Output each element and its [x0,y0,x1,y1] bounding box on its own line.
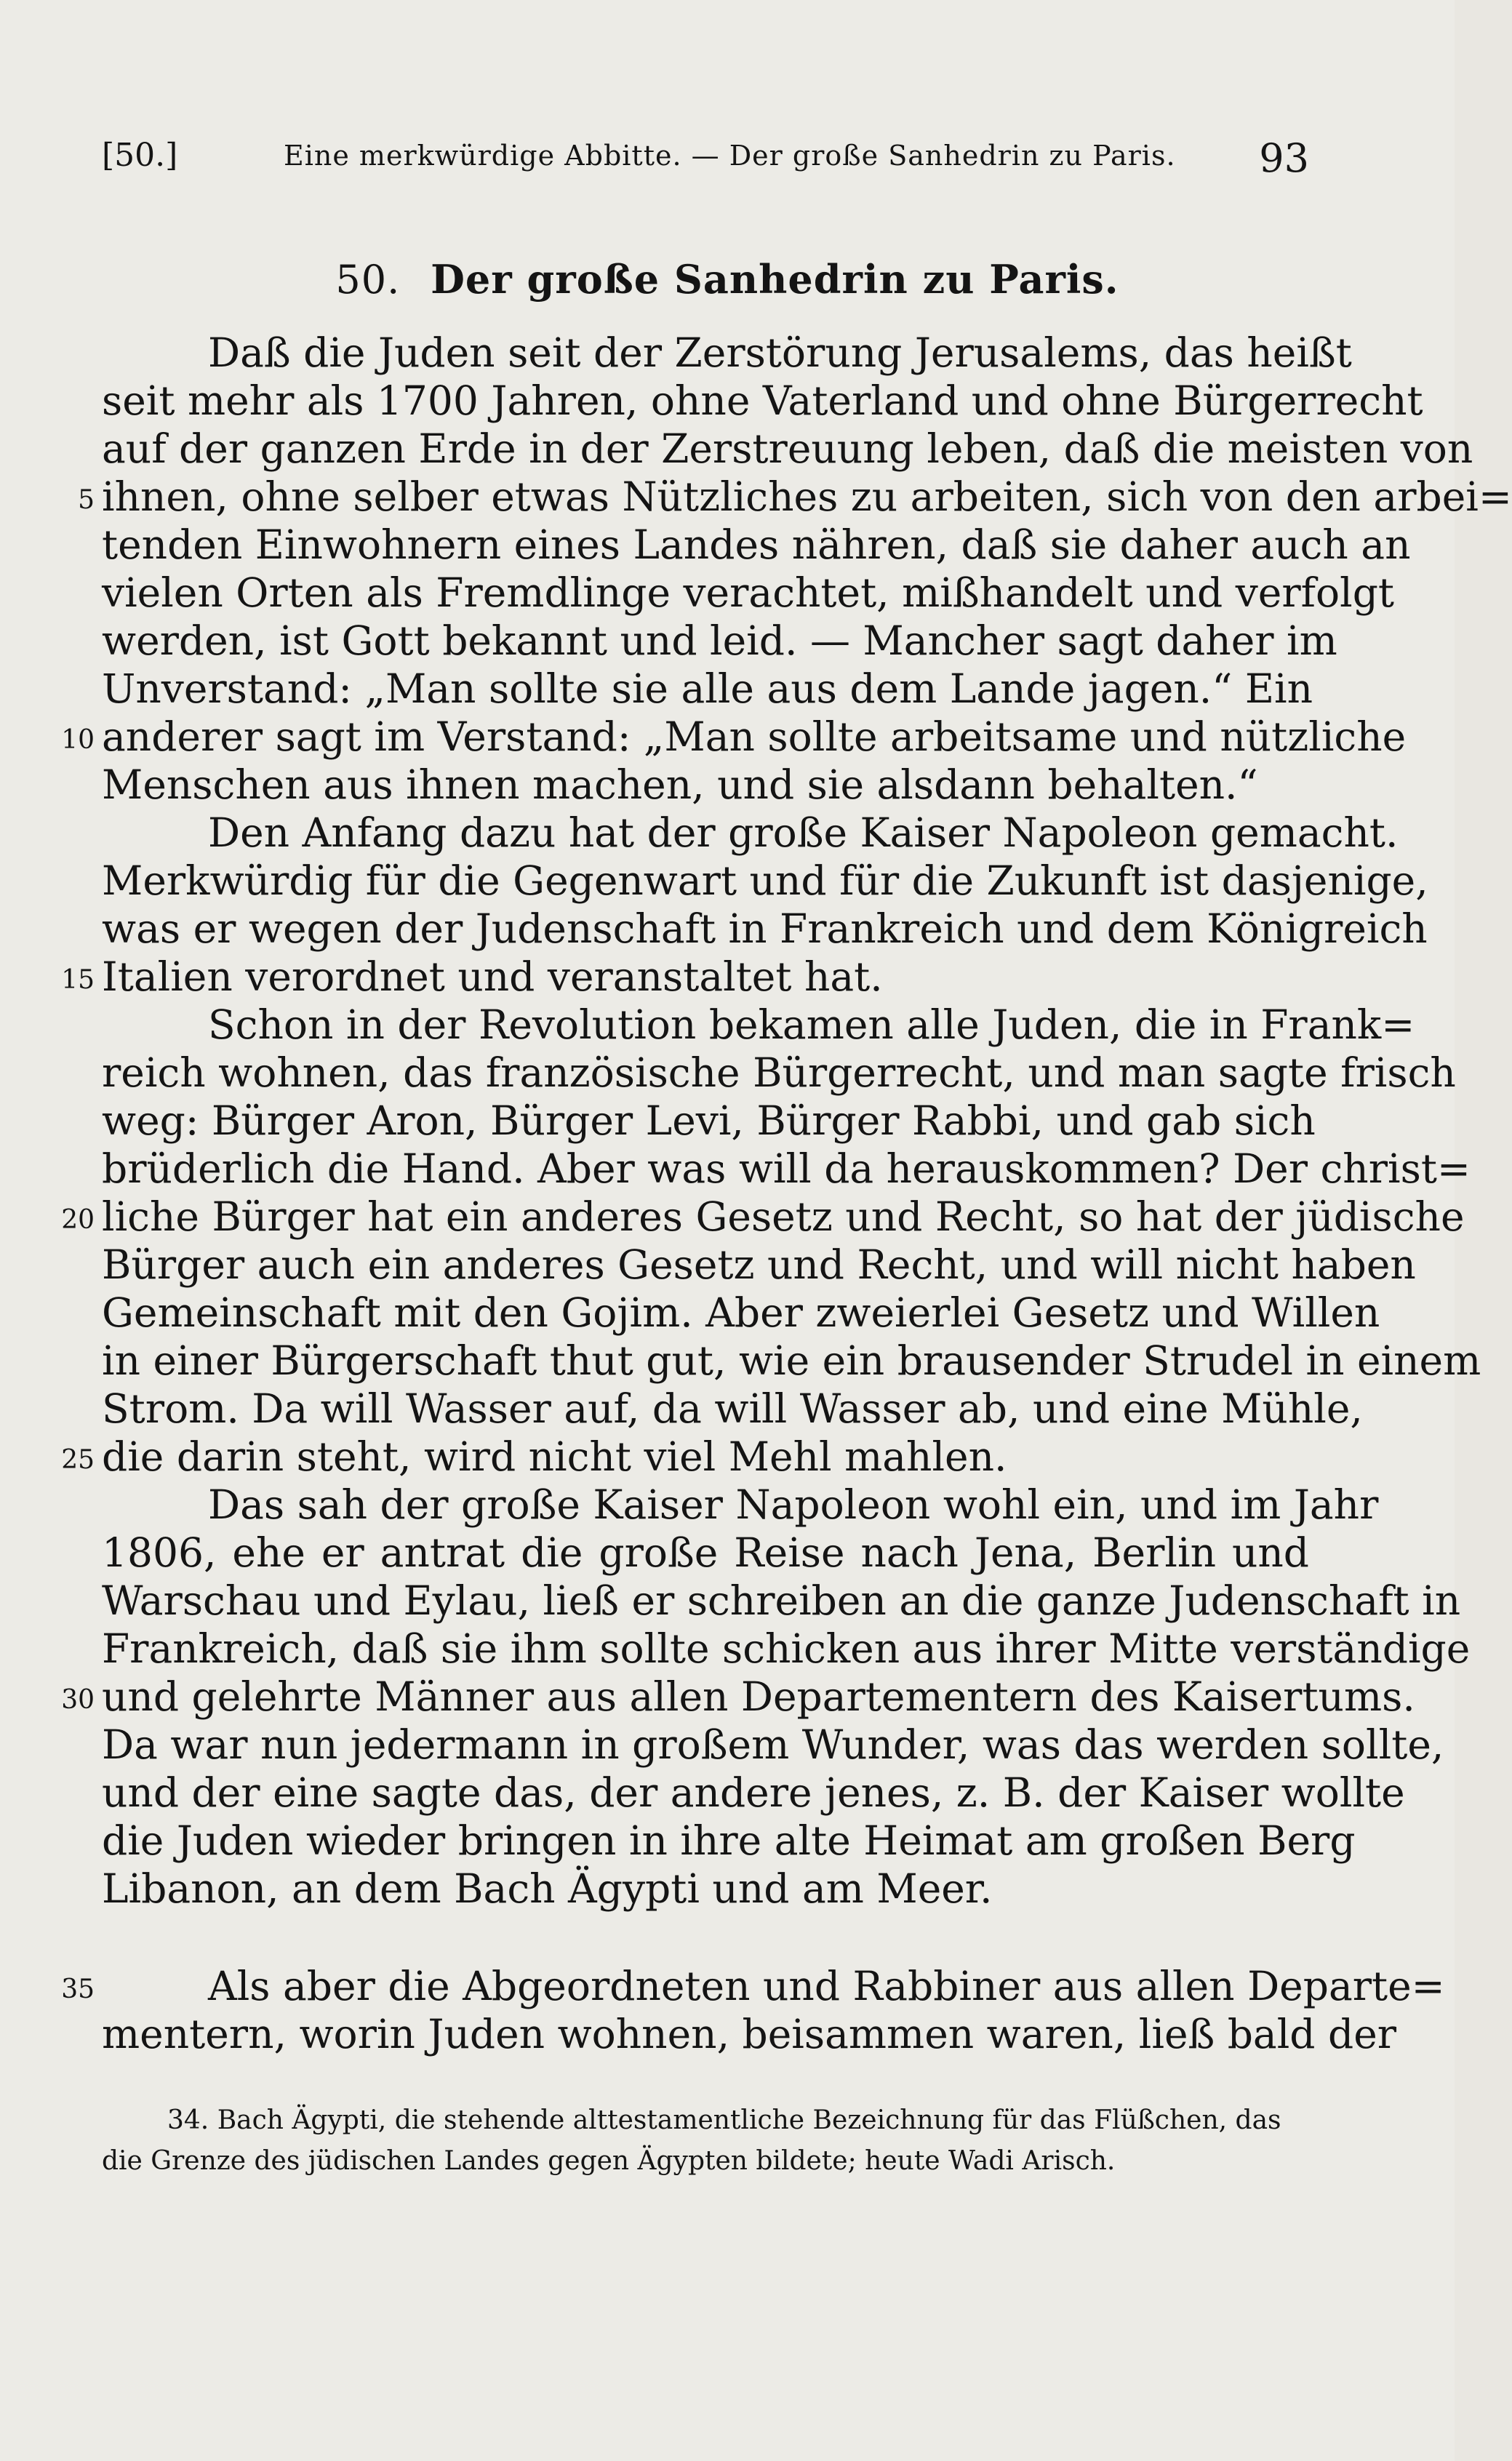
text-line: weg: Bürger Aron, Bürger Levi, Bürger Rabbi, und gab sich [102,1097,1316,1144]
text-line: 1806, ehe er antrat die große Reise nach Jena, Berlin und [102,1529,1309,1576]
footnotes [102,2100,1309,2182]
text-line: Schon in der Revolution bekamen alle Juden, die in Frank= [208,1001,1415,1048]
text-line: Da war nun jedermann in großem Wunder, was das werden sollte, [102,1721,1444,1768]
text-line: anderer sagt im Verstand: „Man sollte arbeitsame und nützliche [102,713,1407,760]
text-line: was er wegen der Judenschaft in Frankreich und dem Königreich [102,905,1428,952]
text-line: Unverstand: „Man sollte sie alle aus dem Lande jagen.“ Ein [102,665,1313,712]
text-line: auf der ganzen Erde in der Zerstreuung leben, daß die meisten von [102,425,1473,472]
text-line: Gemeinschaft mit den Gojim. Aber zweierlei Gesetz und Willen [102,1289,1380,1336]
text-line: die Juden wieder bringen in ihre alte Heimat am großen Berg [102,1817,1356,1864]
text-line: Merkwürdig für die Gegenwart und für die Zukunft ist dasjenige, [102,857,1428,904]
footnote-text: 34. Bach Ägypti, die stehende alttestamentliche Bezeichnung für das Flüßchen, das [167,2105,1281,2135]
text-line: vielen Orten als Fremdlinge verachtet, mißhandelt und verfolgt [102,569,1394,616]
running-title: Eine merkwürdige Abbitte. — Der große Sanhedrin zu Paris. [284,140,1176,172]
chapter-number: 50. [335,257,401,303]
text-line: in einer Bürgerschaft thut gut, wie ein brausender Strudel in einem [102,1337,1481,1384]
text-line: Frankreich, daß sie ihm sollte schicken aus ihrer Mitte verständige [102,1625,1471,1672]
line-number: 5 [78,485,95,515]
text-line: Das sah der große Kaiser Napoleon wohl ein, und im Jahr [208,1481,1379,1528]
text-line: tenden Einwohnern eines Landes nähren, daß sie daher auch an [102,521,1411,568]
text-line: brüderlich die Hand. Aber was will da herauskommen? Der christ= [102,1145,1471,1192]
page-number: 93 [1259,135,1309,181]
line-number: 25 [61,1445,95,1475]
footnote-line [102,2100,1309,2141]
text-line: Italien verordnet und veranstaltet hat. [102,953,883,1000]
footnote-text: die Grenze des jüdischen Landes gegen Ägypten bildete; heute Wadi Arisch. [102,2146,1116,2176]
footnote-line [102,2141,1309,2182]
section-reference: [50.] [102,137,178,174]
line-number: 35 [61,1974,95,2004]
text-line: und der eine sagte das, der andere jenes, z. B. der Kaiser wollte [102,1769,1405,1816]
running-head [102,137,1309,195]
text-line: die darin steht, wird nicht viel Mehl mahlen. [102,1433,1007,1480]
chapter-heading [0,256,1455,303]
line-number: 20 [61,1205,95,1235]
text-line: Strom. Da will Wasser auf, da will Wasser ab, und eine Mühle, [102,1385,1363,1432]
text-line: Bürger auch ein anderes Gesetz und Recht, und will nicht haben [102,1241,1416,1288]
line-number: 10 [61,725,95,755]
text-line: mentern, worin Juden wohnen, beisammen waren, ließ bald der [102,2011,1397,2057]
text-line: Den Anfang dazu hat der große Kaiser Napoleon gemacht. [208,809,1399,856]
text-line: seit mehr als 1700 Jahren, ohne Vaterland und ohne Bürgerrecht [102,377,1423,424]
line-number: 30 [61,1685,95,1715]
text-line: Als aber die Abgeordneten und Rabbiner aus allen Departe= [208,1963,1445,2009]
text-line: Warschau und Eylau, ließ er schreiben an die ganze Judenschaft in [102,1577,1461,1624]
text-line: Libanon, an dem Bach Ägypti und am Meer. [102,1865,993,1912]
text-line: werden, ist Gott bekannt und leid. — Mancher sagt daher im [102,617,1337,664]
text-line: ihnen, ohne selber etwas Nützliches zu arbeiten, sich von den arbei= [102,473,1512,520]
text-line: liche Bürger hat ein anderes Gesetz und Recht, so hat der jüdische [102,1193,1465,1240]
line-number: 15 [61,965,95,995]
text-line: und gelehrte Männer aus allen Departementern des Kaisertums. [102,1673,1415,1720]
text-line: Menschen aus ihnen machen, und sie alsdann behalten.“ [102,761,1258,808]
chapter-title: Der große Sanhedrin zu Paris. [431,256,1119,303]
text-line: reich wohnen, das französische Bürgerrecht, und man sagte frisch [102,1049,1456,1096]
text-line: Daß die Juden seit der Zerstörung Jerusalems, das heißt [208,329,1352,376]
